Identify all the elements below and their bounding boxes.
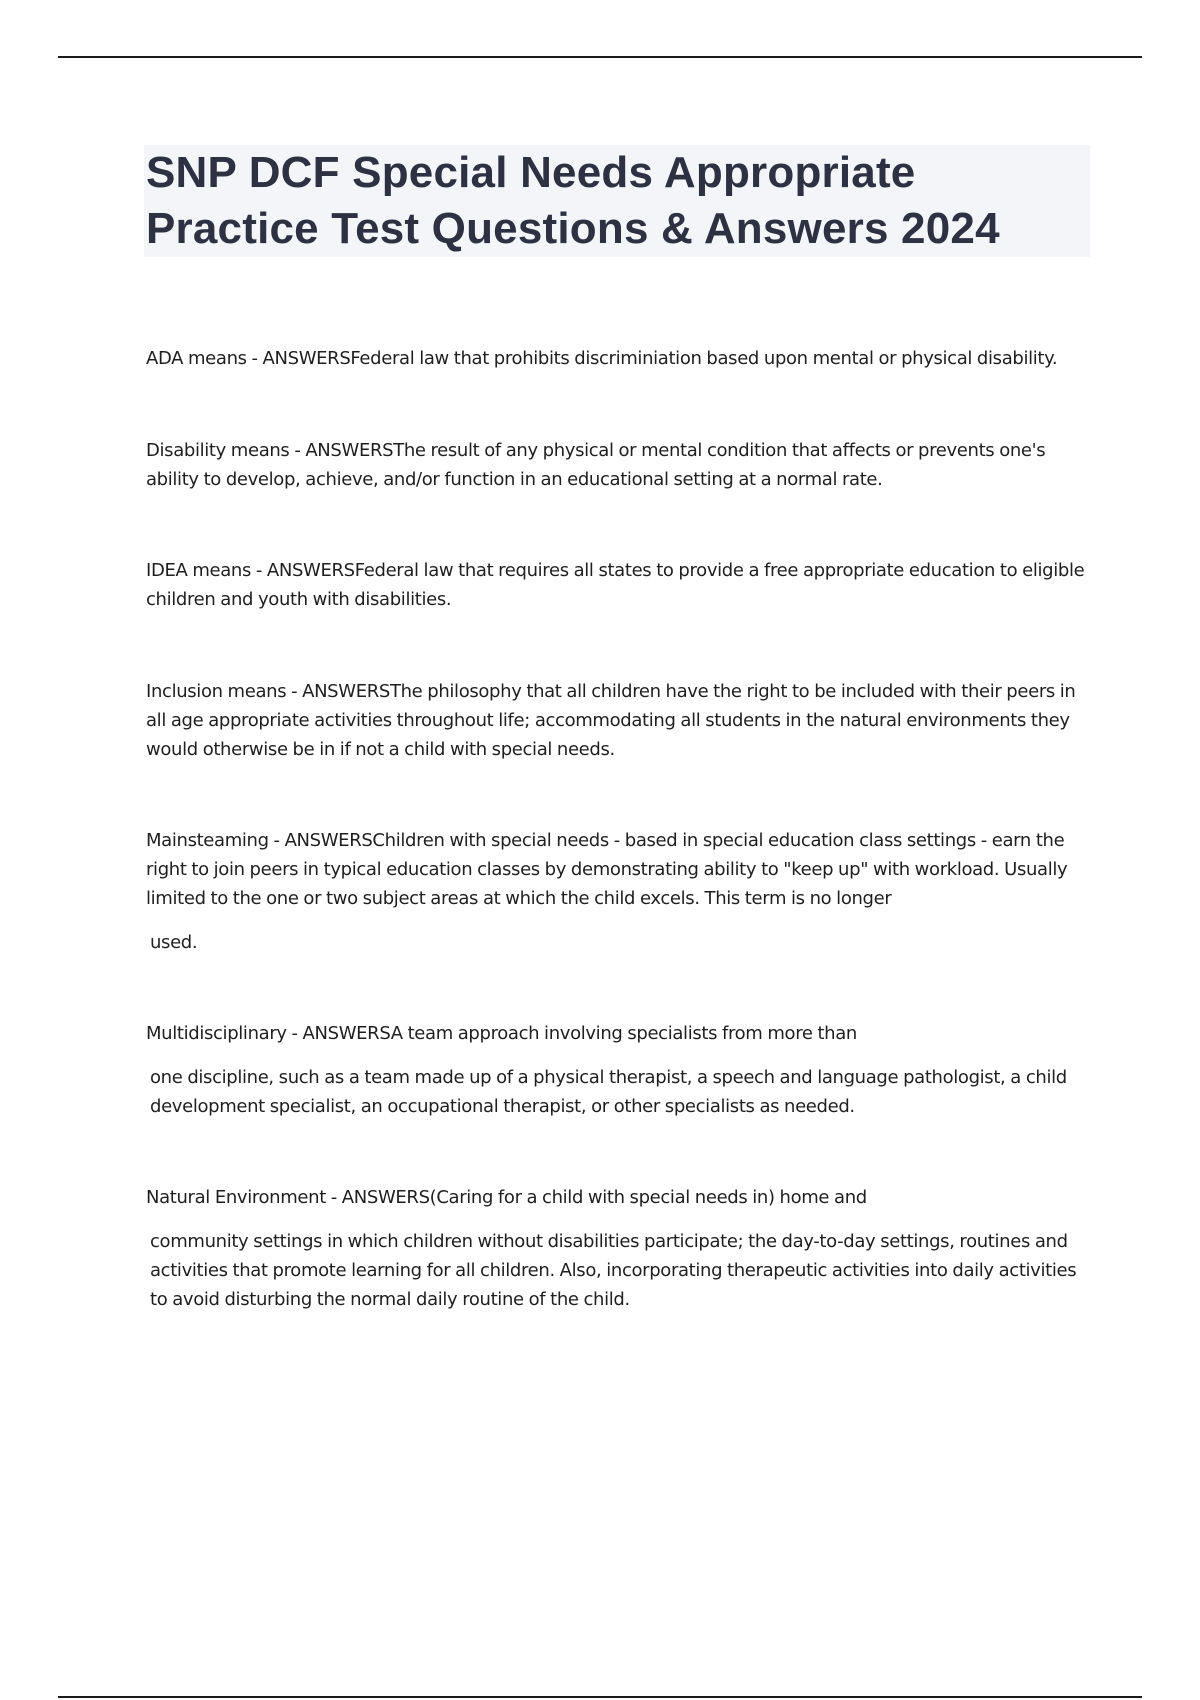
qa-entry-continuation: community settings in which children without disabilities participate; the day-to-day settings, routines and activities that promote learning for all children. Also, incorporating therapeutic activities into daily activities to avoid disturbing the normal daily routine of the child.	[150, 1231, 1077, 1310]
qa-entry-text: Inclusion means - ANSWERSThe philosophy that all children have the right to be included with their peers in all age appropriate activities throughout life; accommodating all students in the natural environments they would otherwise be in if not a child with special needs.	[146, 681, 1076, 760]
document-title	[144, 145, 1090, 257]
qa-list	[146, 344, 1086, 1314]
qa-entry-text: ADA means - ANSWERSFederal law that prohibits discriminiation based upon mental or physical disability.	[146, 348, 1058, 369]
qa-entry-natural-environment	[146, 1183, 1086, 1314]
qa-entry-inclusion	[146, 677, 1086, 764]
qa-entry-continuation: used.	[150, 932, 198, 953]
qa-entry-text: Mainsteaming - ANSWERSChildren with special needs - based in special education class settings - earn the right to join peers in typical education classes by demonstrating ability to "keep up" with workload. Usually limited to the one or two subject areas at which the child excels. This term is no longer	[146, 830, 1068, 909]
top-rule	[58, 56, 1142, 58]
title-line-2: Practice Test Questions & Answers 2024	[146, 204, 1000, 253]
qa-entry-multidisciplinary	[146, 1019, 1086, 1121]
title-line-1: SNP DCF Special Needs Appropriate	[146, 148, 916, 197]
qa-entry-text: Disability means - ANSWERSThe result of any physical or mental condition that affects or prevents one's ability to develop, achieve, and/or function in an educational setting at a normal rate.	[146, 440, 1046, 490]
qa-entry-disability	[146, 436, 1086, 494]
qa-entry-continuation: one discipline, such as a team made up of a physical therapist, a speech and language pathologist, a child development specialist, an occupational therapist, or other specialists as needed.	[150, 1067, 1067, 1117]
qa-entry-ada	[146, 344, 1086, 373]
qa-entry-text: Natural Environment - ANSWERS(Caring for a child with special needs in) home and	[146, 1187, 867, 1208]
bottom-rule	[58, 1696, 1142, 1698]
qa-entry-text: Multidisciplinary - ANSWERSA team approach involving specialists from more than	[146, 1023, 857, 1044]
qa-entry-text: IDEA means - ANSWERSFederal law that requires all states to provide a free appropriate education to eligible children and youth with disabilities.	[146, 560, 1085, 610]
qa-entry-idea	[146, 556, 1086, 614]
qa-entry-mainstreaming	[146, 826, 1086, 957]
title-block	[144, 145, 1090, 257]
